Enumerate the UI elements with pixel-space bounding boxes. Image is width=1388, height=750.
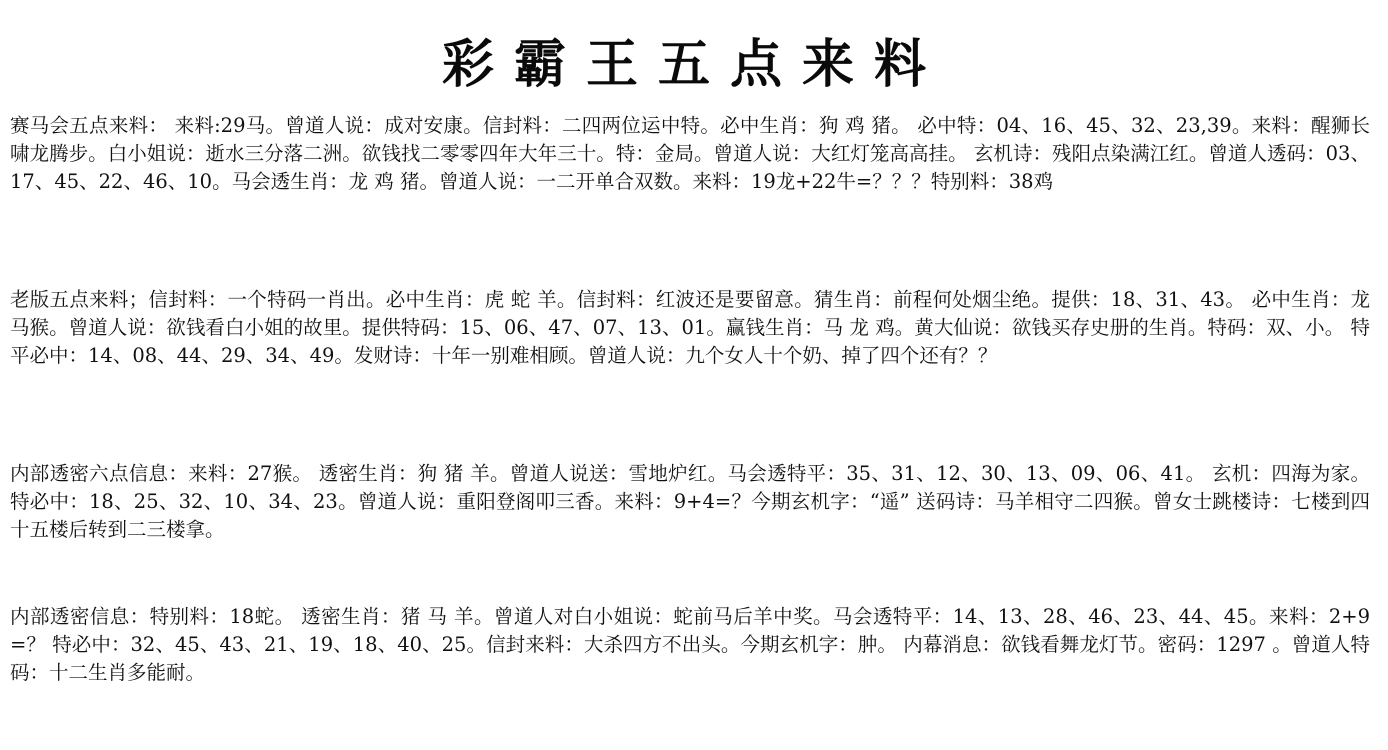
page-title: 彩霸王五点来料	[441, 34, 946, 95]
paragraph-horse-club: 赛马会五点来料： 来料:29马。曾道人说：成对安康。信封料：二四两位运中特。必中生肖：狗 鸡 猪。 必中特：04、16、45、32、23,39。来料：醒狮长啸龙腾步。白小姐说：逝水三分落二洲。欲钱找二零零四年大年三十。特：金局。曾道人说：大红灯笼高高挂。 玄机诗：残阳点染满江红。曾道人透码：03、17、45、22、46、10。马会透生肖：龙 鸡 猪。曾道人说：一二开单合双数。来料：19龙+22牛=？？？特别料：38鸡	[10, 114, 1370, 193]
paragraph-old-edition: 老版五点来料；信封料：一个特码一肖出。必中生肖：虎 蛇 羊。信封料：红波还是要留意。猜生肖：前程何处烟尘绝。提供：18、31、43。 必中生肖：龙马猴。曾道人说：欲钱看白小姐的故里。提供特码：15、06、47、07、13、01。赢钱生肖：马 龙 鸡。黄大仙说：欲钱买存史册的生肖。特码：双、小。 特平必中：14、08、44、29、34、49。发财诗：十年一别难相顾。曾道人说：九个女人十个奶、掉了四个还有？？	[10, 288, 1370, 367]
paragraph-internal-info: 内部透密信息：特别料：18蛇。 透密生肖：猪 马 羊。曾道人对白小姐说：蛇前马后羊中奖。马会透特平：14、13、28、46、23、44、45。来料：2+9=？ 特必中：32、45、43、21、19、18、40、25。信封来料：大杀四方不出头。今期玄机字：肿。 内幕消息：欲钱看舞龙灯节。密码：1297 。曾道人特码：十二生肖多能耐。	[10, 605, 1370, 684]
paragraph-internal-six: 内部透密六点信息：来料：27猴。 透密生肖：狗 猪 羊。曾道人说送：雪地炉红。马会透特平：35、31、12、30、13、09、06、41。 玄机：四海为家。 特必中：18、25、32、10、34、23。曾道人说：重阳登阁叩三香。来料：9+4=？今期玄机字：“遥” 送码诗：马羊相守二四猴。曾女士跳楼诗：七楼到四十五楼后转到二三楼拿。	[10, 462, 1370, 541]
